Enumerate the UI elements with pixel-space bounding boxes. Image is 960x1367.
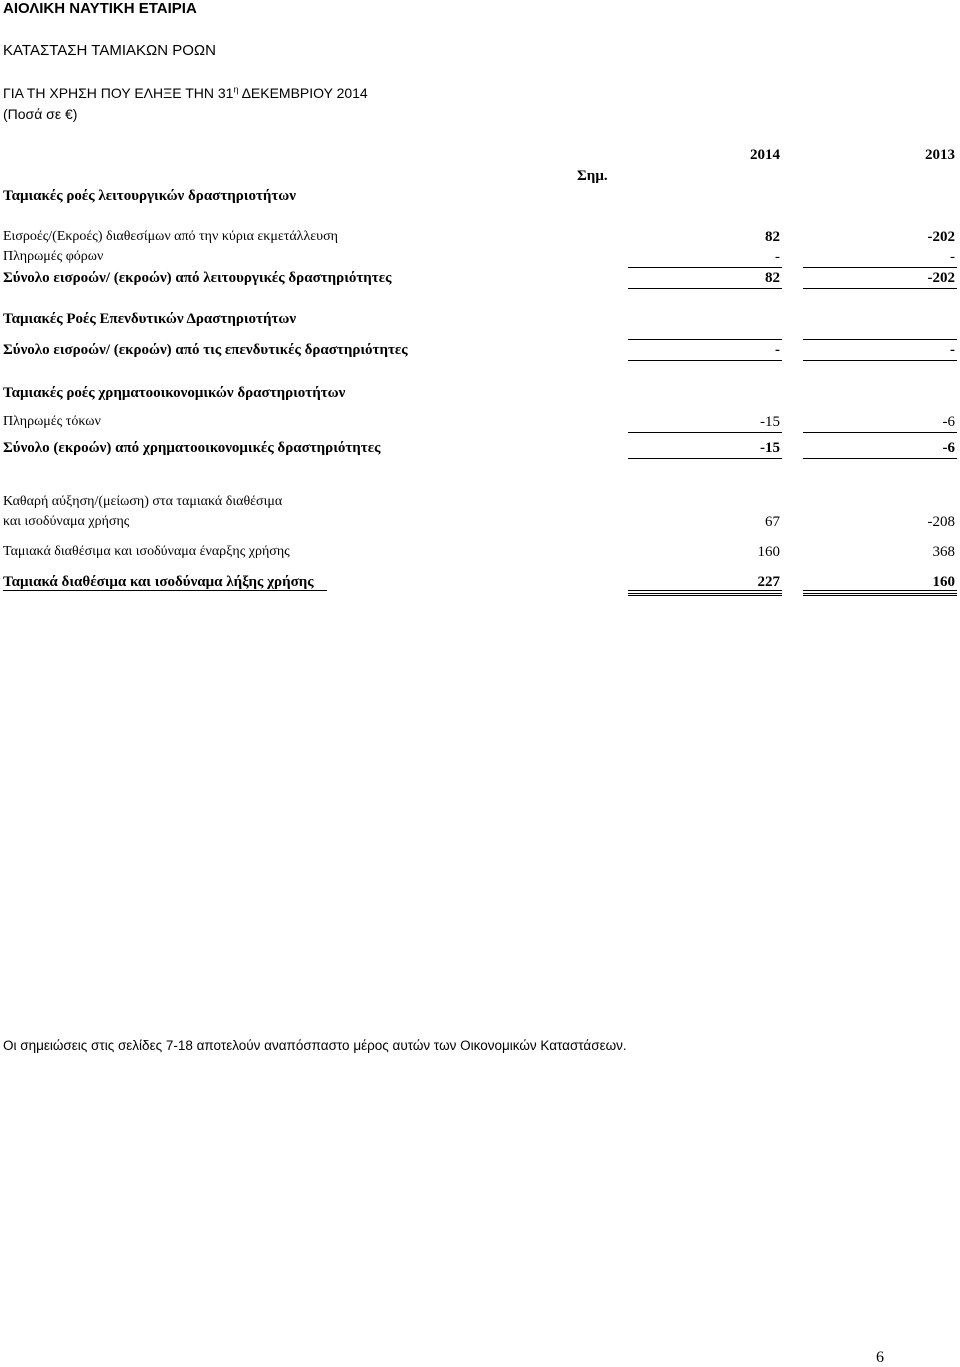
- rule: [803, 288, 957, 289]
- rule: [628, 458, 782, 459]
- opening-cash-2014: 160: [757, 544, 780, 560]
- rule: [803, 267, 957, 268]
- rule: [803, 458, 957, 459]
- col-2014: 2014: [750, 147, 780, 163]
- investing-total-label: Σύνολο εισροών/ (εκροών) από τις επενδυτικές δραστηριότητες: [3, 342, 408, 358]
- row-interest-label: Πληρωμές τόκων: [3, 414, 101, 429]
- rule: [803, 339, 957, 340]
- period-sup: η: [233, 84, 239, 95]
- row-operating-main-2014: 82: [765, 229, 780, 245]
- net-change-label-1: Καθαρή αύξηση/(μείωση) στα ταμιακά διαθέσιμα: [3, 494, 283, 509]
- col-note: Σημ.: [577, 168, 608, 184]
- footnote: Οι σημειώσεις στις σελίδες 7-18 αποτελούν αναπόσπαστο μέρος αυτών των Οικονομικών Καταστάσεων.: [3, 1038, 627, 1053]
- col-2013: 2013: [925, 147, 955, 163]
- investing-title: Ταμιακές Ροές Επενδυτικών Δραστηριοτήτων: [3, 311, 297, 327]
- rule: [628, 288, 782, 289]
- opening-cash-label: Ταμιακά διαθέσιμα και ισοδύναμα έναρξης χρήσης: [3, 544, 290, 559]
- rule: [628, 432, 782, 433]
- rule: [803, 590, 957, 591]
- operating-total-label: Σύνολο εισροών/ (εκροών) από λειτουργικές δραστηριότητες: [3, 270, 392, 286]
- period-suffix: ΔΕΚΕΜΒΡΙΟΥ 2014: [238, 85, 368, 101]
- double-rule: [803, 593, 957, 596]
- closing-cash-label: Ταμιακά διαθέσιμα και ισοδύναμα λήξης χρήσης: [3, 574, 314, 590]
- company-name: ΑΙΟΛΙΚΗ ΝΑΥΤΙΚΗ ΕΤΑΙΡΙΑ: [3, 0, 197, 17]
- row-interest-2014: -15: [760, 414, 780, 430]
- rule: [803, 432, 957, 433]
- rule: [628, 590, 782, 591]
- net-change-2014: 67: [765, 514, 780, 530]
- row-taxes-label: Πληρωμές φόρων: [3, 249, 104, 264]
- row-interest-2013: -6: [942, 414, 955, 430]
- double-rule: [628, 593, 782, 596]
- closing-cash-2014: 227: [757, 574, 780, 590]
- investing-total-2013: -: [950, 342, 955, 358]
- operating-title: Ταμιακές ροές λειτουργικών δραστηριοτήτων: [3, 188, 296, 204]
- rule: [628, 360, 782, 361]
- period-title: [3, 85, 368, 101]
- financing-total-2013: -6: [942, 440, 955, 456]
- financing-title: Ταμιακές ροές χρηματοοικονομικών δραστηριοτήτων: [3, 385, 346, 401]
- rule: [628, 267, 782, 268]
- rule: [628, 339, 782, 340]
- page-number: 6: [876, 1349, 884, 1366]
- financing-total-label: Σύνολο (εκροών) από χρηματοοικονομικές δραστηριότητες: [3, 440, 381, 456]
- operating-total-2014: 82: [765, 270, 780, 286]
- net-change-label-2: και ισοδύναμα χρήσης: [3, 514, 130, 529]
- currency-note: (Ποσά σε €): [3, 106, 78, 122]
- period-prefix: ΓΙΑ ΤΗ ΧΡΗΣΗ ΠΟΥ ΕΛΗΞΕ ΤΗΝ 31: [3, 85, 234, 101]
- rule: [803, 360, 957, 361]
- row-operating-main-label: Εισροές/(Εκροές) διαθεσίμων από την κύρια εκμετάλλευση: [3, 229, 338, 244]
- row-operating-main-2013: -202: [927, 229, 955, 245]
- operating-total-2013: -202: [927, 270, 955, 286]
- statement-title: ΚΑΤΑΣΤΑΣΗ ΤΑΜΙΑΚΩΝ ΡΟΩΝ: [3, 42, 216, 59]
- financing-total-2014: -15: [760, 440, 780, 456]
- investing-total-2014: -: [775, 342, 780, 358]
- closing-cash-2013: 160: [932, 574, 955, 590]
- net-change-2013: -208: [927, 514, 955, 530]
- rule: [3, 590, 327, 591]
- row-taxes-2014: -: [775, 249, 780, 265]
- row-taxes-2013: -: [950, 249, 955, 265]
- opening-cash-2013: 368: [932, 544, 955, 560]
